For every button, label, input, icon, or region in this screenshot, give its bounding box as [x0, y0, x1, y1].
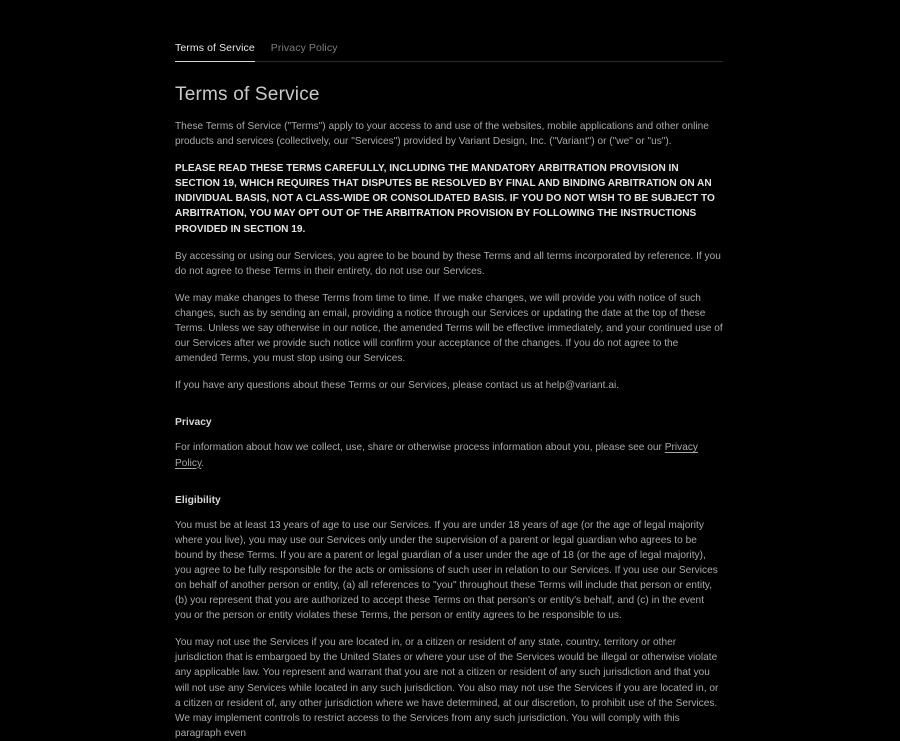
privacy-lead-text: For information about how we collect, use, share or otherwise process information about you, please see our — [175, 442, 665, 454]
acceptance-paragraph: By accessing or using our Services, you agree to be bound by these Terms and all terms incorporated by reference. If you do not agree to these Terms in their entirety, do not use our Services. — [175, 250, 721, 277]
arbitration-notice-paragraph: PLEASE READ THESE TERMS CAREFULLY, INCLUDING THE MANDATORY ARBITRATION PROVISION IN SECTION 19, WHICH REQUIRES THAT DISPUTES BE RESOLVED BY FINAL AND BINDING ARBITRATION ON AN INDIVIDUAL BASIS, NOT A CLASS-WIDE OR CONSOLIDATED BASIS. IF YOU DO NOT WISH TO BE SUBJECT TO ARBITRATION, YOU MAY OPT OUT OF THE ARBITRATION PROVISION BY FOLLOWING THE INSTRUCTIONS PROVIDED IN SECTION 19. — [175, 163, 715, 235]
section-heading-eligibility: Eligibility — [175, 494, 221, 506]
privacy-section-paragraph — [175, 430, 723, 470]
eligibility-paragraph-2: You may not use the Services if you are located in, or a citizen or resident of any state, country, territory or other jurisdiction that is embargoed by the United States or where your use of the Services would be illegal or otherwise violate any applicable law. You represent and warrant that you are not a citizen or resident of any such jurisdiction and that you will not use any Services while located in any such jurisdiction. You also may not use the Services if you are located in, or a citizen or resident of, any other jurisdiction where we have determined, at our discretion, to prohibit use of the Services. We may implement controls to restrict access to the Services from any such jurisdiction. You will comply with this paragraph even — [175, 637, 719, 739]
tab-privacy-policy[interactable]: Privacy Policy — [270, 42, 338, 54]
document-tabbar — [175, 0, 723, 62]
document-content — [175, 0, 723, 741]
contact-paragraph: If you have any questions about these Terms or our Services, please contact us at help@variant.ai. — [175, 380, 620, 392]
changes-paragraph: We may make changes to these Terms from time to time. If we make changes, we will provide you with notice of such changes, such as by sending an email, providing a notice through our Services or updating the date at the top of these Terms. Unless we say otherwise in our notice, the amended Terms will be effective immediately, and your continued use of our Services after we provide such notice will confirm your acceptance of the changes. If you do not agree to the amended Terms, you must stop using our Services. — [175, 292, 723, 365]
page-title: Terms of Service — [175, 84, 320, 105]
intro-paragraph: These Terms of Service ("Terms") apply to your access to and use of the websites, mobile applications and other online products and services (collectively, our "Services") provided by Variant Design, Inc. ("Variant") or ("we" or "us"). — [175, 121, 709, 148]
tab-terms-of-service[interactable]: Terms of Service — [175, 42, 255, 61]
privacy-tail-text: . — [201, 457, 205, 469]
eligibility-paragraph-1: You must be at least 13 years of age to use our Services. If you are under 18 years of age (or the age of legal majority where you live), you may use our Services only under the supervision of a parent or legal guardian who agrees to be bound by these Terms. If you are a parent or legal guardian of a user under the age of 18 (or the age of legal majority), you agree to be fully responsible for the acts or omissions of such user in relation to our Services. If you use our Services on behalf of another person or entity, (a) all references to "you" throughout these Terms will include that person or entity, (b) you represent that you are authorized to accept these Terms on that person's or entity's behalf, and (c) in the event you or the person or entity violates these Terms, the person or entity agrees to be responsible to us. — [175, 519, 718, 622]
section-heading-privacy: Privacy — [175, 417, 212, 429]
privacy-policy-link[interactable]: Privacy Policy — [175, 442, 698, 469]
